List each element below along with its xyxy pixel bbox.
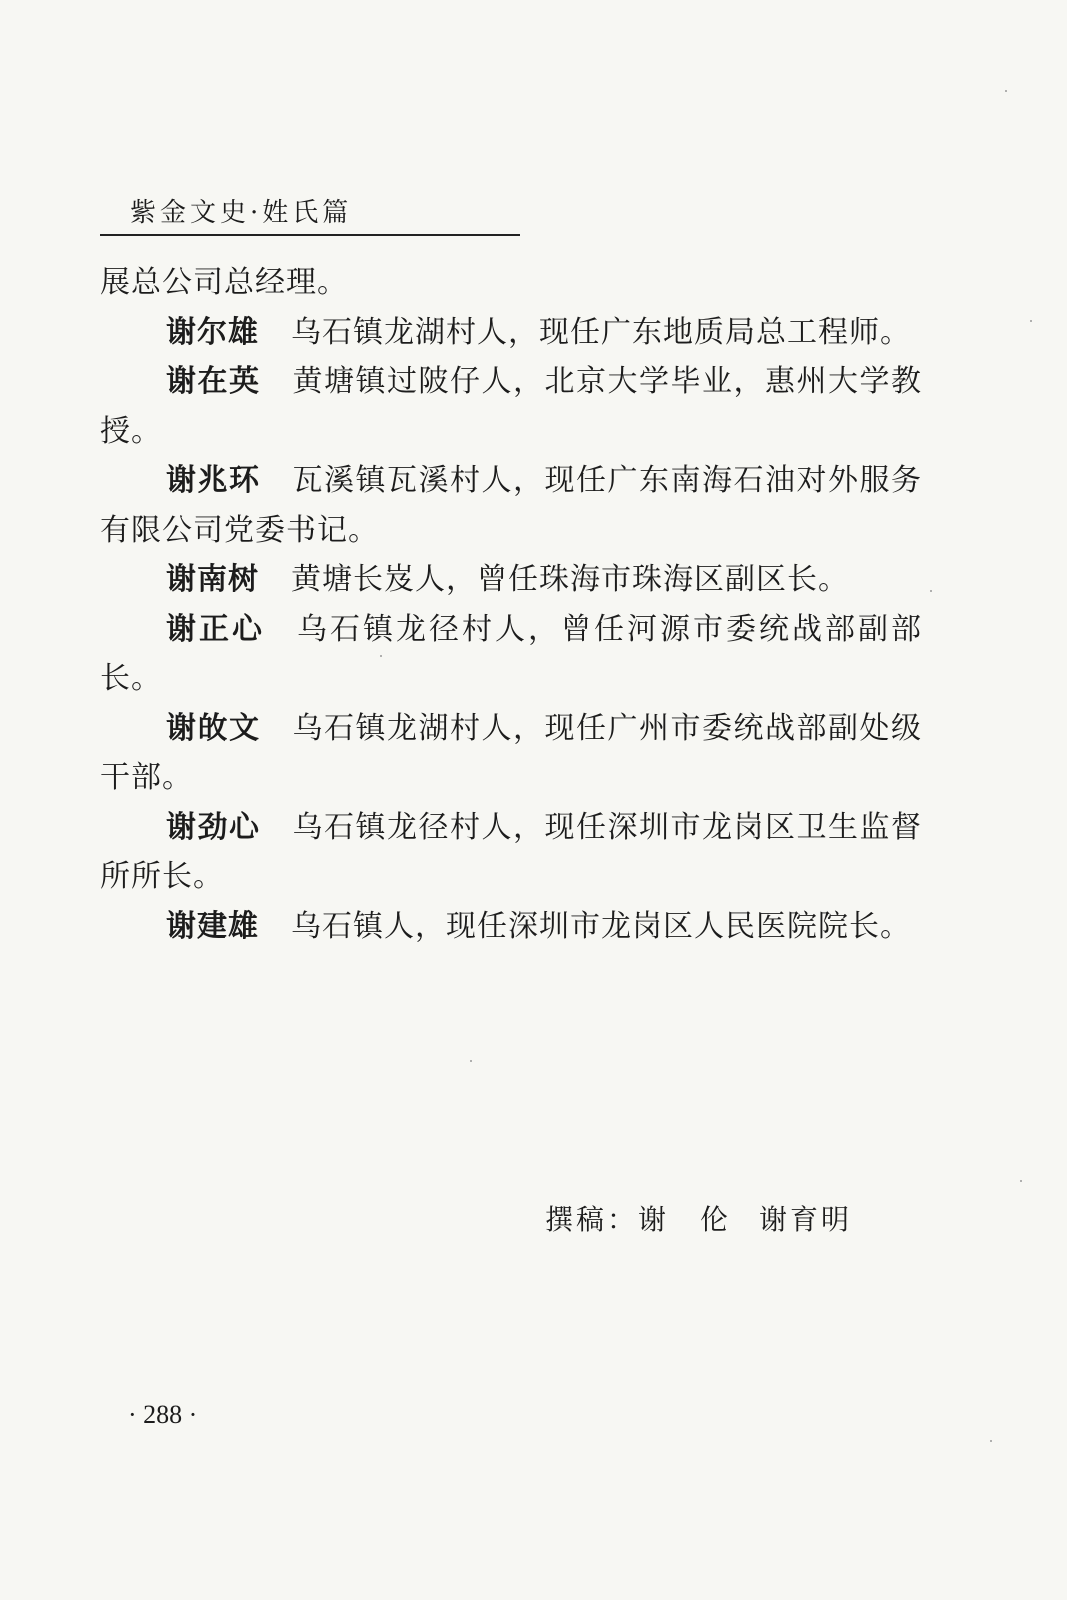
paragraph-continuation bbox=[100, 258, 922, 308]
person-name: 谢兆环 bbox=[166, 463, 261, 498]
biography-text: 瓦溪镇瓦溪村人，现任广东南海石油对外服务有限公司党委书记。 bbox=[100, 463, 922, 548]
biography-entry bbox=[100, 704, 922, 803]
biography-entry bbox=[100, 803, 922, 902]
biography-text: 乌石镇龙湖村人，现任广州市委统战部副处级干部。 bbox=[100, 710, 922, 795]
byline-author: 谢 伦 bbox=[638, 1203, 732, 1236]
paragraph-text: 展总公司总经理。 bbox=[100, 265, 348, 300]
byline-label: 撰稿： bbox=[545, 1203, 639, 1236]
biography-text: 黄塘长岌人，曾任珠海市珠海区副区长。 bbox=[291, 562, 849, 597]
person-name: 谢劲心 bbox=[166, 809, 261, 845]
byline bbox=[545, 1198, 852, 1238]
biography-text: 乌石镇龙径村人，现任深圳市龙岗区卫生监督所所长。 bbox=[100, 809, 922, 894]
scan-speck bbox=[930, 590, 932, 592]
biography-entry bbox=[100, 456, 922, 555]
biography-entry bbox=[100, 902, 922, 952]
scan-speck bbox=[1005, 90, 1007, 92]
byline-author: 谢育明 bbox=[759, 1203, 853, 1236]
person-name: 谢正心 bbox=[166, 611, 265, 647]
running-header bbox=[100, 188, 520, 236]
scan-speck bbox=[1020, 1180, 1022, 1182]
person-name: 谢敀文 bbox=[166, 710, 261, 746]
person-name: 谢南树 bbox=[166, 562, 259, 597]
scan-speck bbox=[380, 655, 382, 657]
biography-text: 乌石镇龙湖村人，现任广东地质局总工程师。 bbox=[291, 314, 911, 350]
page-number: · 288 · bbox=[128, 1400, 198, 1429]
running-title: 紫金文史·姓氏篇 bbox=[130, 198, 353, 228]
person-name: 谢在英 bbox=[166, 364, 261, 399]
scan-speck bbox=[990, 1440, 992, 1442]
biography-text: 乌石镇人，现任深圳市龙岗区人民医院院长。 bbox=[291, 908, 911, 944]
biography-text: 黄塘镇过陂仔人，北京大学毕业，惠州大学教授。 bbox=[100, 364, 922, 449]
body-text bbox=[100, 258, 922, 951]
scan-speck bbox=[1030, 320, 1032, 322]
biography-entry bbox=[100, 605, 922, 704]
scan-speck bbox=[470, 1060, 472, 1062]
biography-entry bbox=[100, 357, 922, 456]
biography-text: 乌石镇龙径村人，曾任河源市委统战部副部长。 bbox=[100, 611, 922, 696]
biography-entry bbox=[100, 308, 922, 358]
person-name: 谢建雄 bbox=[166, 908, 259, 944]
biography-entry bbox=[100, 555, 922, 605]
person-name: 谢尔雄 bbox=[166, 314, 259, 350]
